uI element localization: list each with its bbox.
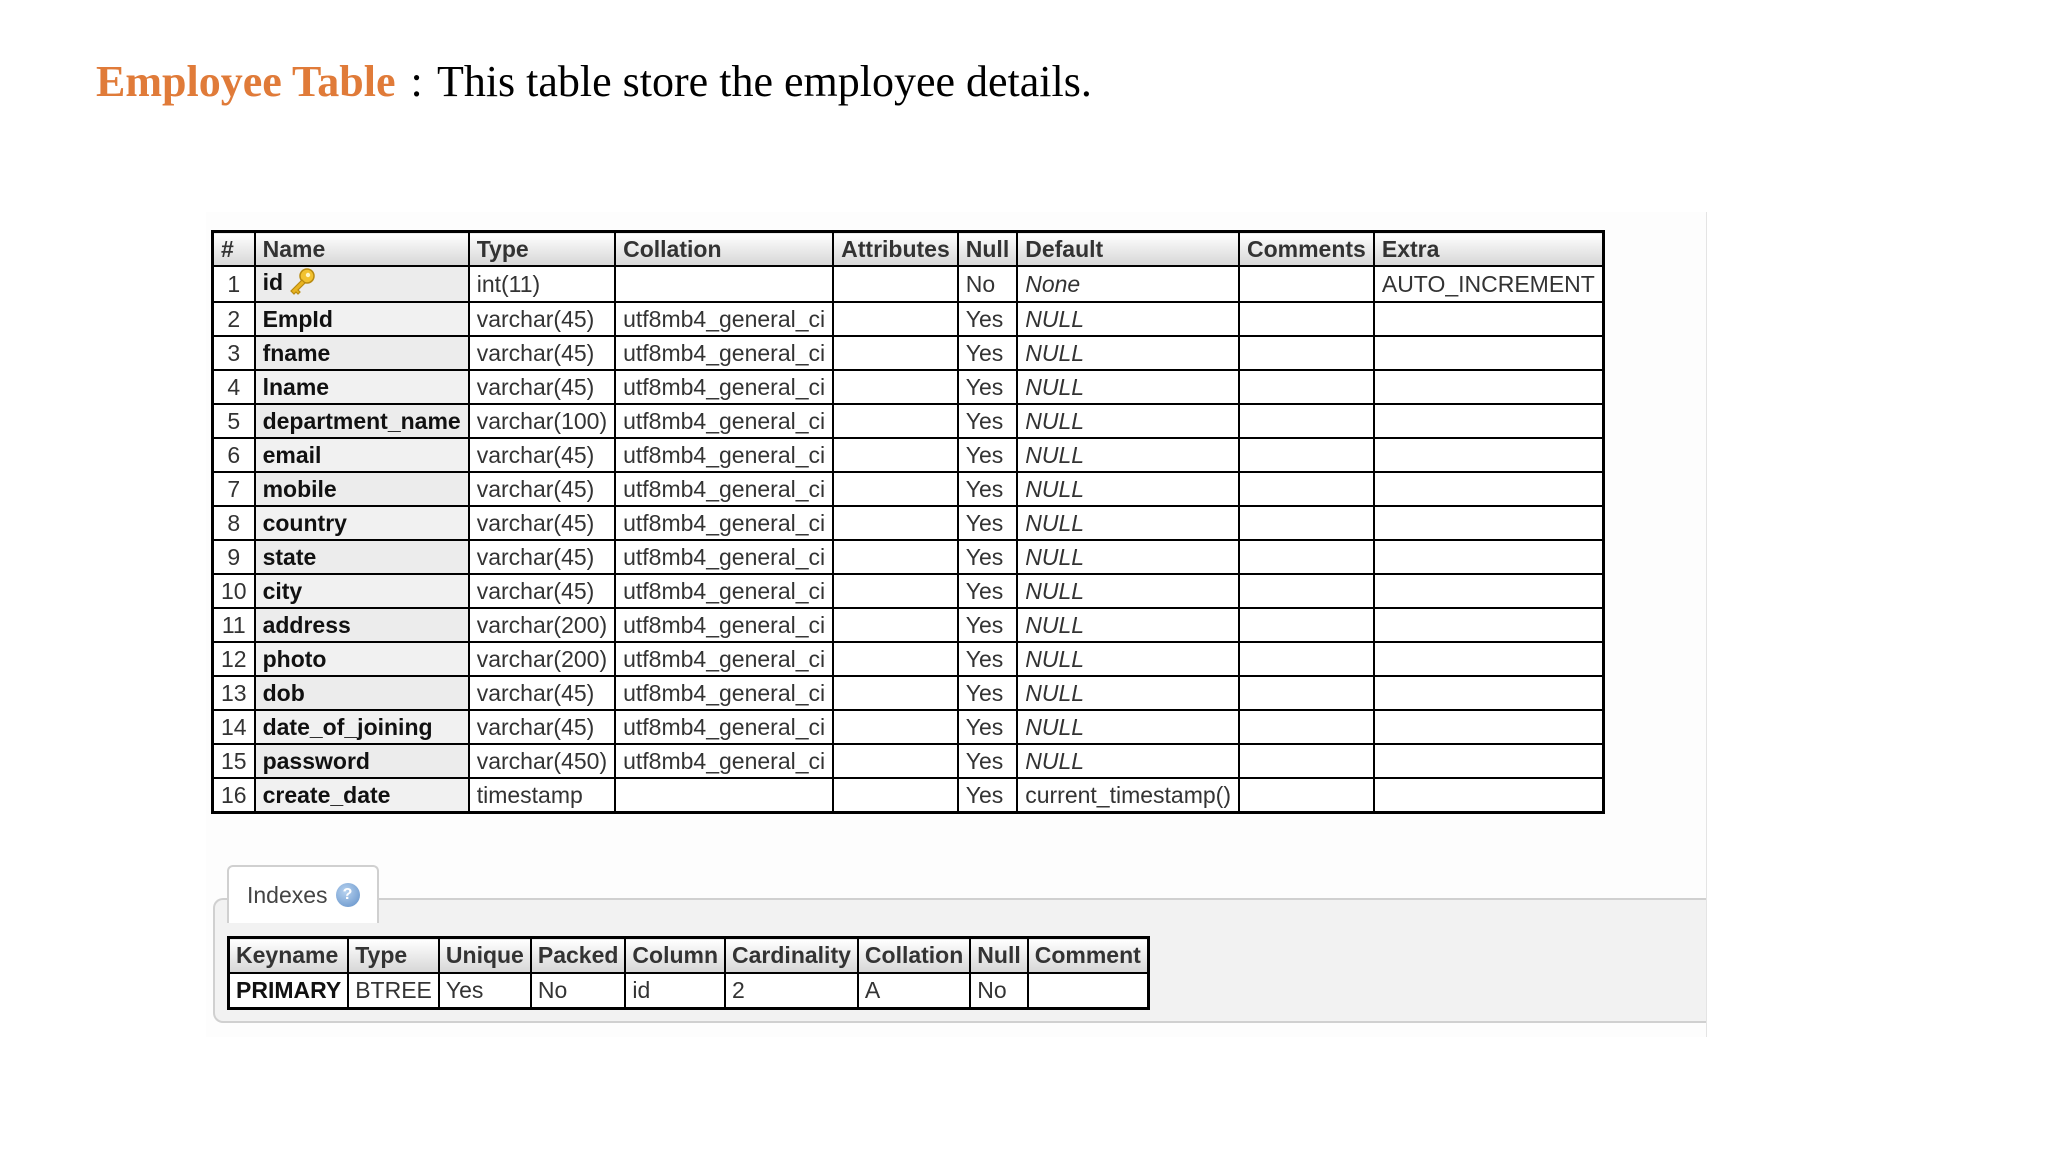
structure-cell-null <box>958 438 1017 472</box>
structure-num-value: 9 <box>227 543 241 570</box>
structure-cell-attributes <box>833 472 958 506</box>
structure-cell-null <box>958 506 1017 540</box>
structure-cell-attributes <box>833 302 958 336</box>
structure-cell-comments <box>1239 710 1374 744</box>
structure-name-value: mobile <box>262 475 337 502</box>
structure-cell-default <box>1017 370 1239 404</box>
structure-cell-attributes <box>833 266 958 302</box>
structure-cell-extra <box>1374 370 1604 404</box>
structure-cell-comments <box>1239 744 1374 778</box>
indexes-column-header: Column <box>625 938 725 974</box>
indexes-cell-column: id <box>625 973 725 1009</box>
structure-num-value: 7 <box>227 475 241 502</box>
structure-name-value: photo <box>262 645 327 672</box>
structure-type-value: varchar(45) <box>476 373 595 400</box>
structure-column-header[interactable]: Extra <box>1374 232 1604 267</box>
structure-cell-num <box>213 574 255 608</box>
indexes-table <box>227 936 1150 1010</box>
structure-cell-default <box>1017 302 1239 336</box>
structure-name-value: lname <box>262 373 330 400</box>
structure-cell-attributes <box>833 540 958 574</box>
structure-null-value: Yes <box>965 645 1004 672</box>
indexes-tab-label: Indexes <box>247 881 328 908</box>
structure-cell-null <box>958 642 1017 676</box>
structure-collation-value: utf8mb4_general_ci <box>623 747 826 774</box>
structure-cell-name[interactable] <box>255 370 469 404</box>
structure-cell-attributes <box>833 438 958 472</box>
structure-type-value: varchar(45) <box>476 679 595 706</box>
structure-collation-value: utf8mb4_general_ci <box>623 475 826 502</box>
structure-cell-type <box>469 642 615 676</box>
structure-type-value: varchar(200) <box>476 611 608 638</box>
structure-num-value: 5 <box>227 407 241 434</box>
structure-column-header[interactable]: Collation <box>615 232 833 267</box>
structure-name-value: EmpId <box>262 305 333 332</box>
key-icon <box>287 267 317 301</box>
structure-collation-value: utf8mb4_general_ci <box>623 543 826 570</box>
structure-default-value: NULL <box>1025 509 1085 536</box>
indexes-column-header: Collation <box>858 938 970 974</box>
structure-cell-type <box>469 336 615 370</box>
structure-name-value: address <box>262 611 351 638</box>
structure-cell-comments <box>1239 778 1374 813</box>
structure-cell-num <box>213 710 255 744</box>
structure-collation-value: utf8mb4_general_ci <box>623 577 826 604</box>
structure-collation-value: utf8mb4_general_ci <box>623 509 826 536</box>
structure-cell-collation <box>615 676 833 710</box>
structure-cell-collation <box>615 302 833 336</box>
heading-title: Employee Table <box>96 57 396 106</box>
structure-cell-comments <box>1239 540 1374 574</box>
structure-cell-null <box>958 472 1017 506</box>
structure-cell-collation <box>615 438 833 472</box>
structure-cell-type <box>469 744 615 778</box>
structure-cell-collation <box>615 778 833 813</box>
structure-cell-type <box>469 266 615 302</box>
structure-cell-default <box>1017 676 1239 710</box>
structure-cell-name[interactable] <box>255 608 469 642</box>
structure-type-value: timestamp <box>476 781 583 808</box>
structure-cell-type <box>469 676 615 710</box>
structure-row <box>213 404 1604 438</box>
structure-cell-comments <box>1239 642 1374 676</box>
structure-collation-value: utf8mb4_general_ci <box>623 679 826 706</box>
structure-extra-value: AUTO_INCREMENT <box>1381 270 1595 297</box>
structure-name-value: department_name <box>262 407 461 434</box>
structure-cell-default <box>1017 642 1239 676</box>
structure-cell-null <box>958 302 1017 336</box>
structure-column-header[interactable]: Default <box>1017 232 1239 267</box>
structure-cell-default <box>1017 574 1239 608</box>
structure-cell-num <box>213 336 255 370</box>
structure-cell-default <box>1017 778 1239 813</box>
heading-separator: : <box>410 57 423 106</box>
structure-default-value: NULL <box>1025 305 1085 332</box>
structure-name-value: dob <box>262 679 305 706</box>
structure-name-value: id <box>262 269 284 296</box>
structure-type-value: varchar(45) <box>476 543 595 570</box>
indexes-column-header: Type <box>348 938 439 974</box>
structure-cell-default <box>1017 710 1239 744</box>
heading-description: This table store the employee details. <box>436 57 1092 106</box>
structure-collation-value: utf8mb4_general_ci <box>623 611 826 638</box>
structure-cell-null <box>958 574 1017 608</box>
structure-cell-default <box>1017 336 1239 370</box>
structure-num-value: 13 <box>221 679 247 706</box>
structure-cell-comments <box>1239 404 1374 438</box>
structure-header-row <box>213 232 1604 267</box>
structure-type-value: varchar(200) <box>476 645 608 672</box>
structure-type-value: varchar(100) <box>476 407 608 434</box>
structure-null-value: Yes <box>965 373 1004 400</box>
structure-default-value: NULL <box>1025 611 1085 638</box>
structure-null-value: Yes <box>965 305 1004 332</box>
structure-cell-name[interactable] <box>255 642 469 676</box>
structure-collation-value: utf8mb4_general_ci <box>623 407 826 434</box>
structure-row <box>213 370 1604 404</box>
structure-name-value: password <box>262 747 370 774</box>
structure-cell-comments <box>1239 370 1374 404</box>
structure-cell-num <box>213 404 255 438</box>
indexes-column-header: Comment <box>1028 938 1149 974</box>
structure-cell-type <box>469 472 615 506</box>
structure-name-value: country <box>262 509 347 536</box>
indexes-header-row <box>229 938 1149 974</box>
structure-cell-extra <box>1374 744 1604 778</box>
structure-cell-null <box>958 370 1017 404</box>
structure-cell-collation <box>615 404 833 438</box>
structure-cell-name[interactable] <box>255 266 469 302</box>
structure-name-value: city <box>262 577 303 604</box>
structure-cell-comments <box>1239 676 1374 710</box>
structure-num-value: 8 <box>227 509 241 536</box>
structure-null-value: Yes <box>965 543 1004 570</box>
structure-default-value: current_timestamp() <box>1025 781 1231 808</box>
structure-cell-attributes <box>833 404 958 438</box>
indexes-cell-cardinality: 2 <box>725 973 858 1009</box>
structure-cell-extra <box>1374 642 1604 676</box>
indexes-column-header: Unique <box>439 938 531 974</box>
structure-cell-name[interactable] <box>255 302 469 336</box>
structure-cell-attributes <box>833 336 958 370</box>
structure-cell-num <box>213 778 255 813</box>
structure-cell-type <box>469 778 615 813</box>
structure-cell-null <box>958 676 1017 710</box>
structure-cell-num <box>213 540 255 574</box>
structure-cell-default <box>1017 506 1239 540</box>
structure-row <box>213 642 1604 676</box>
structure-row <box>213 744 1604 778</box>
indexes-column-header: Keyname <box>229 938 349 974</box>
indexes-tab[interactable] <box>227 865 379 923</box>
page-heading <box>96 56 1092 107</box>
structure-num-value: 14 <box>221 713 247 740</box>
structure-cell-extra <box>1374 778 1604 813</box>
structure-default-value: NULL <box>1025 645 1085 672</box>
structure-name-value: email <box>262 441 322 468</box>
structure-cell-comments <box>1239 472 1374 506</box>
structure-cell-type <box>469 506 615 540</box>
structure-type-value: int(11) <box>476 270 541 297</box>
structure-null-value: No <box>965 270 996 297</box>
structure-null-value: Yes <box>965 577 1004 604</box>
structure-row <box>213 676 1604 710</box>
structure-num-value: 6 <box>227 441 241 468</box>
structure-row <box>213 438 1604 472</box>
structure-cell-collation <box>615 642 833 676</box>
structure-table <box>211 230 1605 814</box>
indexes-cell-keyname: PRIMARY <box>229 973 349 1009</box>
structure-cell-extra <box>1374 710 1604 744</box>
structure-cell-name[interactable] <box>255 540 469 574</box>
structure-type-value: varchar(45) <box>476 713 595 740</box>
structure-cell-name[interactable] <box>255 710 469 744</box>
structure-collation-value: utf8mb4_general_ci <box>623 305 826 332</box>
structure-num-value: 16 <box>221 781 247 808</box>
structure-cell-extra <box>1374 266 1604 302</box>
structure-cell-null <box>958 336 1017 370</box>
structure-cell-name[interactable] <box>255 438 469 472</box>
structure-cell-attributes <box>833 370 958 404</box>
structure-cell-attributes <box>833 608 958 642</box>
structure-default-value: NULL <box>1025 475 1085 502</box>
structure-cell-collation <box>615 744 833 778</box>
structure-cell-extra <box>1374 540 1604 574</box>
structure-cell-null <box>958 404 1017 438</box>
structure-column-header[interactable]: Attributes <box>833 232 958 267</box>
structure-num-value: 15 <box>221 747 247 774</box>
structure-cell-null <box>958 266 1017 302</box>
structure-cell-attributes <box>833 642 958 676</box>
indexes-row <box>229 973 1149 1009</box>
structure-row <box>213 608 1604 642</box>
structure-cell-collation <box>615 608 833 642</box>
structure-default-value: NULL <box>1025 747 1085 774</box>
structure-cell-comments <box>1239 608 1374 642</box>
structure-cell-extra <box>1374 608 1604 642</box>
structure-cell-num <box>213 370 255 404</box>
structure-cell-type <box>469 608 615 642</box>
structure-cell-null <box>958 744 1017 778</box>
structure-default-value: NULL <box>1025 441 1085 468</box>
structure-cell-default <box>1017 438 1239 472</box>
structure-null-value: Yes <box>965 407 1004 434</box>
structure-num-value: 10 <box>221 577 247 604</box>
structure-cell-name[interactable] <box>255 506 469 540</box>
structure-null-value: Yes <box>965 611 1004 638</box>
structure-cell-collation <box>615 370 833 404</box>
structure-num-value: 1 <box>227 270 241 297</box>
structure-cell-num <box>213 608 255 642</box>
structure-cell-extra <box>1374 302 1604 336</box>
structure-cell-num <box>213 642 255 676</box>
structure-cell-extra <box>1374 438 1604 472</box>
structure-cell-type <box>469 438 615 472</box>
structure-cell-name[interactable] <box>255 778 469 813</box>
structure-cell-name[interactable] <box>255 744 469 778</box>
structure-collation-value: utf8mb4_general_ci <box>623 645 826 672</box>
structure-cell-name[interactable] <box>255 336 469 370</box>
structure-row <box>213 472 1604 506</box>
structure-cell-default <box>1017 608 1239 642</box>
structure-cell-extra <box>1374 676 1604 710</box>
structure-type-value: varchar(45) <box>476 339 595 366</box>
structure-cell-comments <box>1239 302 1374 336</box>
structure-num-value: 4 <box>227 373 241 400</box>
structure-cell-name[interactable] <box>255 404 469 438</box>
structure-name-value: state <box>262 543 317 570</box>
structure-cell-num <box>213 302 255 336</box>
structure-cell-num <box>213 472 255 506</box>
structure-default-value: NULL <box>1025 679 1085 706</box>
structure-cell-extra <box>1374 336 1604 370</box>
structure-cell-comments <box>1239 506 1374 540</box>
structure-row <box>213 710 1604 744</box>
structure-num-value: 12 <box>221 645 247 672</box>
structure-null-value: Yes <box>965 679 1004 706</box>
structure-cell-null <box>958 778 1017 813</box>
indexes-cell-null: No <box>970 973 1027 1009</box>
indexes-cell-unique: Yes <box>439 973 531 1009</box>
structure-cell-attributes <box>833 744 958 778</box>
structure-column-header[interactable]: Type <box>469 232 615 267</box>
structure-default-value: NULL <box>1025 339 1085 366</box>
structure-cell-collation <box>615 472 833 506</box>
structure-cell-num <box>213 676 255 710</box>
structure-num-value: 11 <box>221 611 246 638</box>
structure-cell-default <box>1017 472 1239 506</box>
structure-type-value: varchar(45) <box>476 441 595 468</box>
structure-type-value: varchar(45) <box>476 475 595 502</box>
indexes-cell-collation: A <box>858 973 970 1009</box>
structure-num-value: 2 <box>227 305 241 332</box>
structure-row <box>213 336 1604 370</box>
structure-collation-value: utf8mb4_general_ci <box>623 373 826 400</box>
structure-default-value: NULL <box>1025 373 1085 400</box>
structure-null-value: Yes <box>965 441 1004 468</box>
structure-cell-null <box>958 710 1017 744</box>
help-icon[interactable]: ? <box>336 883 360 907</box>
structure-null-value: Yes <box>965 339 1004 366</box>
structure-cell-comments <box>1239 336 1374 370</box>
structure-default-value: NULL <box>1025 713 1085 740</box>
structure-cell-default <box>1017 266 1239 302</box>
structure-cell-extra <box>1374 404 1604 438</box>
structure-column-header[interactable]: Comments <box>1239 232 1374 267</box>
structure-cell-collation <box>615 574 833 608</box>
indexes-column-header: Cardinality <box>725 938 858 974</box>
structure-type-value: varchar(45) <box>476 305 595 332</box>
structure-column-header[interactable]: # <box>213 232 255 267</box>
structure-default-value: NULL <box>1025 543 1085 570</box>
structure-num-value: 3 <box>227 339 241 366</box>
structure-cell-collation <box>615 336 833 370</box>
structure-collation-value: utf8mb4_general_ci <box>623 339 826 366</box>
structure-cell-extra <box>1374 506 1604 540</box>
structure-cell-attributes <box>833 778 958 813</box>
indexes-column-header: Null <box>970 938 1027 974</box>
structure-default-value: NULL <box>1025 577 1085 604</box>
structure-cell-null <box>958 608 1017 642</box>
structure-null-value: Yes <box>965 747 1004 774</box>
structure-null-value: Yes <box>965 509 1004 536</box>
structure-cell-num <box>213 438 255 472</box>
structure-cell-type <box>469 574 615 608</box>
structure-name-value: date_of_joining <box>262 713 433 740</box>
structure-cell-type <box>469 710 615 744</box>
structure-cell-comments <box>1239 574 1374 608</box>
structure-cell-type <box>469 540 615 574</box>
structure-cell-extra <box>1374 472 1604 506</box>
structure-name-value: fname <box>262 339 331 366</box>
structure-cell-type <box>469 404 615 438</box>
structure-null-value: Yes <box>965 781 1004 808</box>
structure-cell-comments <box>1239 266 1374 302</box>
structure-name-value: create_date <box>262 781 391 808</box>
structure-cell-collation <box>615 266 833 302</box>
structure-cell-attributes <box>833 676 958 710</box>
structure-cell-comments <box>1239 438 1374 472</box>
structure-row <box>213 266 1604 302</box>
structure-type-value: varchar(450) <box>476 747 608 774</box>
structure-cell-name[interactable] <box>255 472 469 506</box>
indexes-column-header: Packed <box>531 938 626 974</box>
structure-collation-value: utf8mb4_general_ci <box>623 441 826 468</box>
structure-cell-attributes <box>833 574 958 608</box>
structure-cell-collation <box>615 710 833 744</box>
structure-cell-name[interactable] <box>255 676 469 710</box>
structure-cell-name[interactable] <box>255 574 469 608</box>
structure-collation-value: utf8mb4_general_ci <box>623 713 826 740</box>
structure-row <box>213 506 1604 540</box>
structure-default-value: NULL <box>1025 407 1085 434</box>
structure-cell-attributes <box>833 506 958 540</box>
structure-cell-null <box>958 540 1017 574</box>
structure-cell-type <box>469 370 615 404</box>
structure-null-value: Yes <box>965 475 1004 502</box>
structure-cell-default <box>1017 404 1239 438</box>
structure-cell-collation <box>615 506 833 540</box>
structure-cell-num <box>213 266 255 302</box>
structure-column-header[interactable]: Null <box>958 232 1017 267</box>
indexes-cell-comment <box>1028 973 1149 1009</box>
structure-cell-attributes <box>833 710 958 744</box>
structure-cell-num <box>213 744 255 778</box>
structure-default-value: None <box>1025 270 1081 297</box>
indexes-cell-packed: No <box>531 973 626 1009</box>
structure-row <box>213 302 1604 336</box>
structure-row <box>213 574 1604 608</box>
structure-row <box>213 778 1604 813</box>
indexes-cell-type: BTREE <box>348 973 439 1009</box>
structure-type-value: varchar(45) <box>476 509 595 536</box>
structure-row <box>213 540 1604 574</box>
structure-cell-num <box>213 506 255 540</box>
structure-type-value: varchar(45) <box>476 577 595 604</box>
structure-null-value: Yes <box>965 713 1004 740</box>
structure-cell-type <box>469 302 615 336</box>
structure-cell-default <box>1017 744 1239 778</box>
structure-column-header[interactable]: Name <box>255 232 469 267</box>
structure-cell-extra <box>1374 574 1604 608</box>
structure-cell-default <box>1017 540 1239 574</box>
structure-cell-collation <box>615 540 833 574</box>
